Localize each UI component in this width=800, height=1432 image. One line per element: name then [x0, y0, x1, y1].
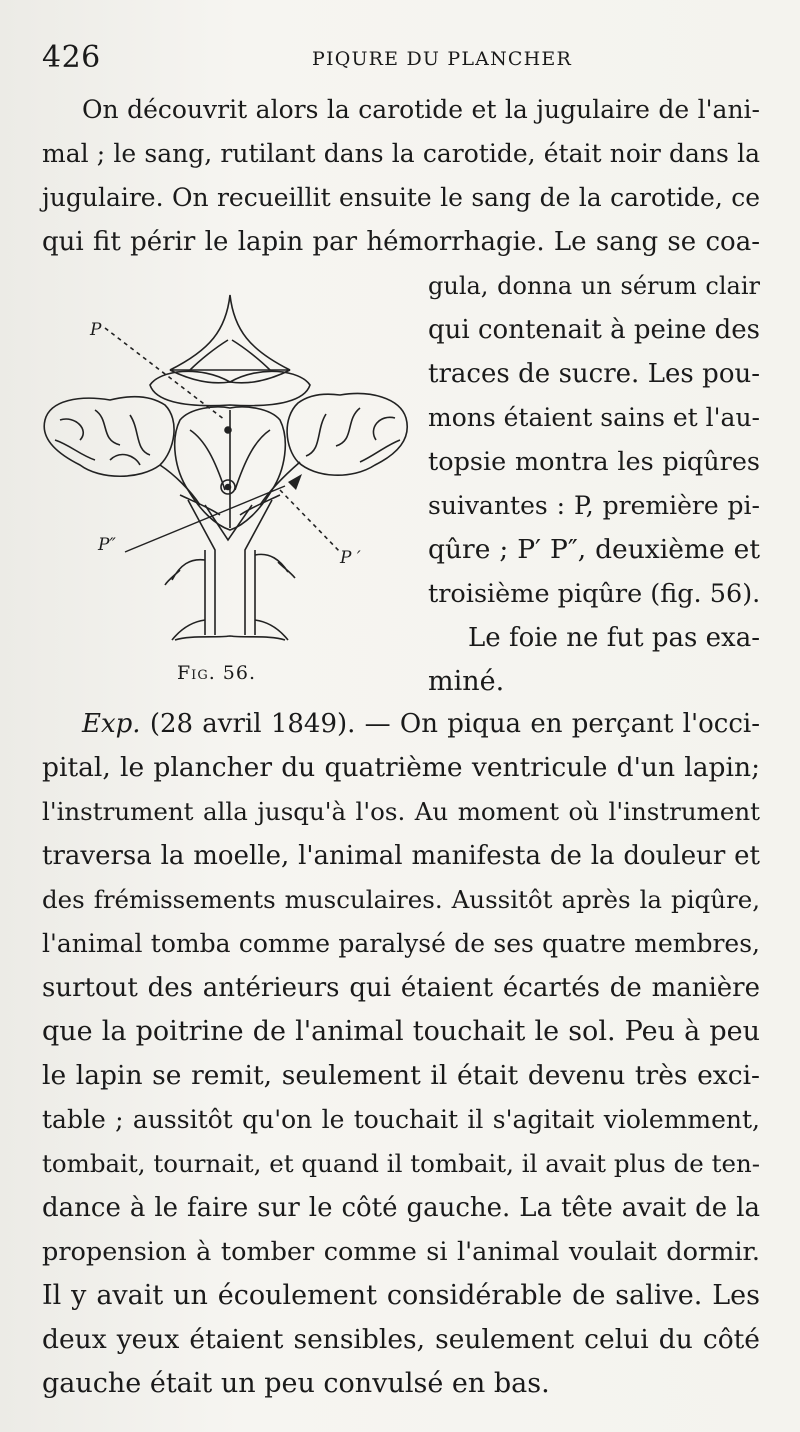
paragraph-line: Il y avait un écoulement considérable de salive. Les	[42, 1280, 760, 1311]
experiment-label: Exp.	[82, 709, 141, 739]
paragraph-line: dance à le faire sur le côté gauche. La tête avait de la	[42, 1193, 760, 1223]
paragraph-line: qui fit périr le lapin par hémorrhagie. Le sang se coa-	[42, 227, 760, 257]
figure-label-p-double-prime: P″	[98, 535, 116, 555]
experiment-first-line-text: (28 avril 1849). — On piqua en perçant l'occi-	[149, 709, 761, 739]
paragraph-line: gula, donna un sérum clair	[428, 272, 760, 300]
paragraph-line: l'instrument alla jusqu'à l'os. Au moment où l'instrument	[42, 797, 760, 826]
paragraph-line: propension à tomber comme si l'animal voulait dormir.	[42, 1237, 760, 1267]
paragraph-line: mons étaient sains et l'au-	[428, 403, 760, 432]
paragraph-line: table ; aussitôt qu'on le touchait il s'agitait violemment,	[42, 1105, 760, 1134]
paragraph-line: qûre ; P′ P″, deuxième et	[428, 534, 760, 565]
paragraph-line: pital, le plancher du quatrième ventricule d'un lapin;	[42, 752, 760, 783]
paragraph-line: On découvrit alors la carotide et la jugulaire de l'ani-	[82, 95, 760, 124]
paragraph-line: miné.	[428, 666, 505, 697]
paragraph-line: l'animal tomba comme paralysé de ses quatre membres,	[42, 929, 760, 958]
experiment-first-line	[42, 706, 760, 742]
paragraph-line: mal ; le sang, rutilant dans la carotide, était noir dans la	[42, 139, 760, 168]
page-number: 426	[42, 40, 101, 75]
figure-56-illustration	[40, 290, 420, 660]
paragraph-line: jugulaire. On recueillit ensuite le sang de la carotide, ce	[42, 183, 760, 212]
paragraph-line: traces de sucre. Les pou-	[428, 359, 760, 389]
paragraph-line: le lapin se remit, seulement il était devenu très exci-	[42, 1060, 760, 1091]
paragraph-line: des frémissements musculaires. Aussitôt après la piqûre,	[42, 885, 760, 914]
paragraph-line: tombait, tournait, et quand il tombait, il avait plus de ten-	[42, 1149, 760, 1178]
paragraph-line: deux yeux étaient sensibles, seulement celui du côté	[42, 1324, 760, 1355]
paragraph-line: suivantes : P, première pi-	[428, 491, 760, 520]
paragraph-line: qui contenait à peine des	[428, 315, 760, 345]
figure-caption: Fig. 56.	[177, 662, 256, 684]
paragraph-line: gauche était un peu convulsé en bas.	[42, 1368, 550, 1399]
paragraph-line: troisième piqûre (fig. 56).	[428, 579, 761, 609]
running-head	[42, 40, 760, 76]
figure-label-p: P	[90, 320, 102, 340]
paragraph-line: traversa la moelle, l'animal manifesta de la douleur et	[42, 841, 760, 871]
paragraph-line: Le foie ne fut pas exa-	[468, 623, 760, 653]
paragraph-line: topsie montra les piqûres	[428, 447, 760, 477]
paragraph-line: que la poitrine de l'animal touchait le sol. Peu à peu	[42, 1016, 760, 1047]
figure-label-p-prime: P ′	[340, 548, 361, 568]
running-title: PIQURE DU PLANCHER	[312, 48, 573, 70]
paragraph-line: surtout des antérieurs qui étaient écartés de manière	[42, 973, 760, 1003]
